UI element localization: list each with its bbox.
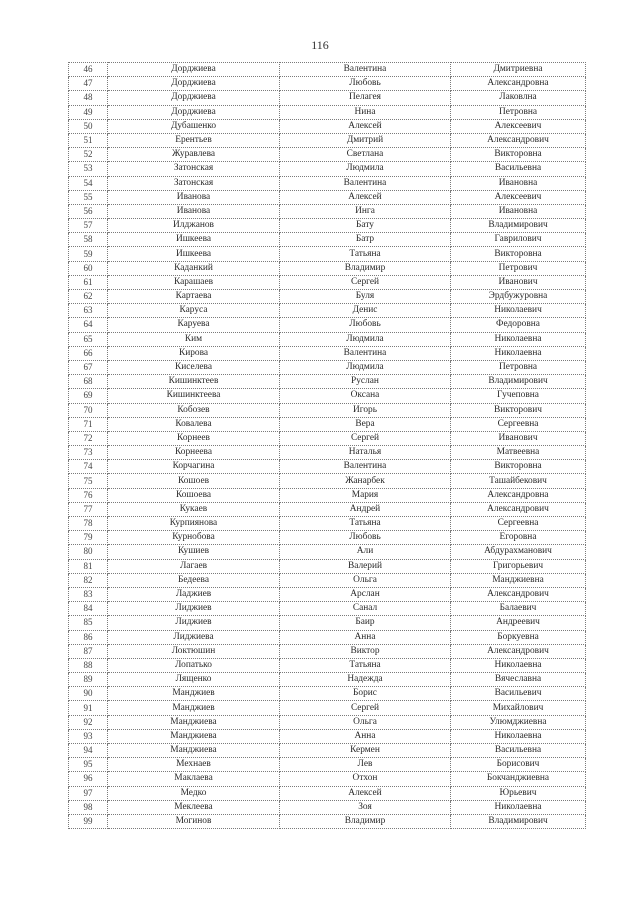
first-name-cell: Инга: [280, 204, 451, 218]
table-row: [69, 545, 586, 559]
row-number-cell: 72: [69, 431, 108, 445]
last-name-cell: Манджиева: [108, 744, 280, 758]
row-number-cell: 56: [69, 204, 108, 218]
table-row: [69, 502, 586, 516]
table-row: [69, 744, 586, 758]
last-name-cell: Лиджиев: [108, 602, 280, 616]
last-name-cell: Бедеева: [108, 573, 280, 587]
row-number-cell: 52: [69, 148, 108, 162]
table-row: [69, 119, 586, 133]
last-name-cell: Корчагина: [108, 460, 280, 474]
patronymic-cell: Владимирович: [451, 814, 586, 828]
row-number-cell: 48: [69, 91, 108, 105]
patronymic-cell: Владимирович: [451, 375, 586, 389]
patronymic-cell: Александрович: [451, 587, 586, 601]
row-number-cell: 46: [69, 63, 108, 77]
table-row: [69, 800, 586, 814]
last-name-cell: Кирова: [108, 346, 280, 360]
patronymic-cell: Вячеславна: [451, 673, 586, 687]
first-name-cell: Оксана: [280, 389, 451, 403]
row-number-cell: 78: [69, 517, 108, 531]
first-name-cell: Сергей: [280, 701, 451, 715]
last-name-cell: Курнобова: [108, 531, 280, 545]
last-name-cell: Каруса: [108, 304, 280, 318]
first-name-cell: Андрей: [280, 502, 451, 516]
row-number-cell: 91: [69, 701, 108, 715]
page-number: 116: [311, 38, 329, 52]
last-name-cell: Дорджиева: [108, 77, 280, 91]
row-number-cell: 99: [69, 814, 108, 828]
patronymic-cell: Васильевна: [451, 744, 586, 758]
patronymic-cell: Андреевич: [451, 616, 586, 630]
first-name-cell: Людмила: [280, 360, 451, 374]
last-name-cell: Иванова: [108, 204, 280, 218]
last-name-cell: Дорджиева: [108, 105, 280, 119]
table-row: [69, 517, 586, 531]
row-number-cell: 66: [69, 346, 108, 360]
patronymic-cell: Ивановна: [451, 176, 586, 190]
row-number-cell: 47: [69, 77, 108, 91]
row-number-cell: 82: [69, 573, 108, 587]
names-table-body: [69, 63, 586, 829]
first-name-cell: Людмила: [280, 162, 451, 176]
first-name-cell: Руслан: [280, 375, 451, 389]
last-name-cell: Каданкий: [108, 261, 280, 275]
row-number-cell: 77: [69, 502, 108, 516]
row-number-cell: 51: [69, 133, 108, 147]
patronymic-cell: Абдурахманович: [451, 545, 586, 559]
row-number-cell: 74: [69, 460, 108, 474]
table-row: [69, 573, 586, 587]
last-name-cell: Манджиев: [108, 701, 280, 715]
last-name-cell: Кошоева: [108, 488, 280, 502]
first-name-cell: Сергей: [280, 275, 451, 289]
row-number-cell: 76: [69, 488, 108, 502]
table-row: [69, 531, 586, 545]
table-row: [69, 460, 586, 474]
table-row: [69, 77, 586, 91]
first-name-cell: Любовь: [280, 318, 451, 332]
table-row: [69, 630, 586, 644]
first-name-cell: Кермен: [280, 744, 451, 758]
last-name-cell: Медко: [108, 786, 280, 800]
last-name-cell: Журавлева: [108, 148, 280, 162]
patronymic-cell: Алексеевич: [451, 190, 586, 204]
table-row: [69, 729, 586, 743]
patronymic-cell: Петровна: [451, 360, 586, 374]
table-row: [69, 318, 586, 332]
row-number-cell: 55: [69, 190, 108, 204]
table-row: [69, 261, 586, 275]
patronymic-cell: Борисович: [451, 758, 586, 772]
first-name-cell: Любовь: [280, 531, 451, 545]
table-row: [69, 148, 586, 162]
first-name-cell: Санал: [280, 602, 451, 616]
table-row: [69, 375, 586, 389]
first-name-cell: Батр: [280, 233, 451, 247]
patronymic-cell: Александровна: [451, 77, 586, 91]
last-name-cell: Могинов: [108, 814, 280, 828]
patronymic-cell: Васильевна: [451, 162, 586, 176]
table-row: [69, 105, 586, 119]
row-number-cell: 83: [69, 587, 108, 601]
row-number-cell: 88: [69, 658, 108, 672]
patronymic-cell: Алексеевич: [451, 119, 586, 133]
table-row: [69, 275, 586, 289]
row-number-cell: 49: [69, 105, 108, 119]
table-row: [69, 772, 586, 786]
table-row: [69, 758, 586, 772]
row-number-cell: 93: [69, 729, 108, 743]
table-row: [69, 219, 586, 233]
table-row: [69, 431, 586, 445]
first-name-cell: Анна: [280, 729, 451, 743]
first-name-cell: Лев: [280, 758, 451, 772]
names-table: [68, 62, 586, 829]
row-number-cell: 54: [69, 176, 108, 190]
row-number-cell: 71: [69, 417, 108, 431]
patronymic-cell: Петрович: [451, 261, 586, 275]
row-number-cell: 68: [69, 375, 108, 389]
first-name-cell: Валерий: [280, 559, 451, 573]
table-row: [69, 687, 586, 701]
first-name-cell: Алексей: [280, 190, 451, 204]
patronymic-cell: Михайлович: [451, 701, 586, 715]
row-number-cell: 80: [69, 545, 108, 559]
table-row: [69, 446, 586, 460]
last-name-cell: Лиджиева: [108, 630, 280, 644]
table-row: [69, 360, 586, 374]
first-name-cell: Виктор: [280, 644, 451, 658]
first-name-cell: Арслан: [280, 587, 451, 601]
first-name-cell: Бату: [280, 219, 451, 233]
last-name-cell: Ишкеева: [108, 233, 280, 247]
last-name-cell: Лопатько: [108, 658, 280, 672]
patronymic-cell: Гучеповна: [451, 389, 586, 403]
table-row: [69, 488, 586, 502]
row-number-cell: 87: [69, 644, 108, 658]
patronymic-cell: Викторовна: [451, 247, 586, 261]
patronymic-cell: Викторович: [451, 403, 586, 417]
first-name-cell: Светлана: [280, 148, 451, 162]
row-number-cell: 67: [69, 360, 108, 374]
last-name-cell: Маклаева: [108, 772, 280, 786]
last-name-cell: Корнеев: [108, 431, 280, 445]
table-row: [69, 346, 586, 360]
table-row: [69, 162, 586, 176]
row-number-cell: 86: [69, 630, 108, 644]
last-name-cell: Кишинктеева: [108, 389, 280, 403]
row-number-cell: 95: [69, 758, 108, 772]
table-row: [69, 91, 586, 105]
last-name-cell: Каруева: [108, 318, 280, 332]
row-number-cell: 73: [69, 446, 108, 460]
row-number-cell: 81: [69, 559, 108, 573]
first-name-cell: Татьяна: [280, 658, 451, 672]
table-row: [69, 559, 586, 573]
patronymic-cell: Николаевна: [451, 800, 586, 814]
row-number-cell: 57: [69, 219, 108, 233]
last-name-cell: Затонская: [108, 176, 280, 190]
table-row: [69, 389, 586, 403]
row-number-cell: 96: [69, 772, 108, 786]
patronymic-cell: Владимирович: [451, 219, 586, 233]
last-name-cell: Ерентьев: [108, 133, 280, 147]
first-name-cell: Нина: [280, 105, 451, 119]
row-number-cell: 98: [69, 800, 108, 814]
first-name-cell: Валентина: [280, 346, 451, 360]
table-row: [69, 658, 586, 672]
first-name-cell: Наталья: [280, 446, 451, 460]
row-number-cell: 79: [69, 531, 108, 545]
last-name-cell: Кушиев: [108, 545, 280, 559]
table-row: [69, 63, 586, 77]
table-row: [69, 204, 586, 218]
table-row: [69, 233, 586, 247]
last-name-cell: Затонская: [108, 162, 280, 176]
last-name-cell: Ким: [108, 332, 280, 346]
table-row: [69, 701, 586, 715]
table-row: [69, 190, 586, 204]
last-name-cell: Карашаев: [108, 275, 280, 289]
row-number-cell: 64: [69, 318, 108, 332]
last-name-cell: Корнеева: [108, 446, 280, 460]
last-name-cell: Манджиева: [108, 715, 280, 729]
patronymic-cell: Эрдбужуровна: [451, 290, 586, 304]
patronymic-cell: Балаевич: [451, 602, 586, 616]
patronymic-cell: Григорьевич: [451, 559, 586, 573]
row-number-cell: 94: [69, 744, 108, 758]
patronymic-cell: Бокчанджиевна: [451, 772, 586, 786]
row-number-cell: 65: [69, 332, 108, 346]
patronymic-cell: Иванович: [451, 431, 586, 445]
last-name-cell: Ишкеева: [108, 247, 280, 261]
first-name-cell: Отхон: [280, 772, 451, 786]
patronymic-cell: Дмитриевна: [451, 63, 586, 77]
row-number-cell: 50: [69, 119, 108, 133]
first-name-cell: Алексей: [280, 786, 451, 800]
patronymic-cell: Николаевна: [451, 346, 586, 360]
patronymic-cell: Ивановна: [451, 204, 586, 218]
first-name-cell: Баир: [280, 616, 451, 630]
row-number-cell: 62: [69, 290, 108, 304]
patronymic-cell: Александрович: [451, 644, 586, 658]
last-name-cell: Дорджиева: [108, 63, 280, 77]
patronymic-cell: Александрович: [451, 502, 586, 516]
first-name-cell: Денис: [280, 304, 451, 318]
last-name-cell: Дорджиева: [108, 91, 280, 105]
first-name-cell: Ольга: [280, 573, 451, 587]
table-row: [69, 587, 586, 601]
first-name-cell: Сергей: [280, 431, 451, 445]
last-name-cell: Ковалева: [108, 417, 280, 431]
table-row: [69, 332, 586, 346]
patronymic-cell: Егоровна: [451, 531, 586, 545]
row-number-cell: 59: [69, 247, 108, 261]
patronymic-cell: Лаковлна: [451, 91, 586, 105]
last-name-cell: Илджанов: [108, 219, 280, 233]
first-name-cell: Жанарбек: [280, 474, 451, 488]
first-name-cell: Вера: [280, 417, 451, 431]
patronymic-cell: Викторовна: [451, 460, 586, 474]
patronymic-cell: Николаевна: [451, 658, 586, 672]
first-name-cell: Владимир: [280, 261, 451, 275]
patronymic-cell: Матвеевна: [451, 446, 586, 460]
table-row: [69, 176, 586, 190]
table-row: [69, 403, 586, 417]
patronymic-cell: Сергеевна: [451, 517, 586, 531]
row-number-cell: 53: [69, 162, 108, 176]
first-name-cell: Али: [280, 545, 451, 559]
patronymic-cell: Сергеевна: [451, 417, 586, 431]
last-name-cell: Манджиева: [108, 729, 280, 743]
table-row: [69, 247, 586, 261]
row-number-cell: 69: [69, 389, 108, 403]
patronymic-cell: Боркуевна: [451, 630, 586, 644]
patronymic-cell: Улюмджиевна: [451, 715, 586, 729]
row-number-cell: 90: [69, 687, 108, 701]
row-number-cell: 61: [69, 275, 108, 289]
row-number-cell: 89: [69, 673, 108, 687]
last-name-cell: Картаева: [108, 290, 280, 304]
last-name-cell: Манджиев: [108, 687, 280, 701]
last-name-cell: Киселева: [108, 360, 280, 374]
first-name-cell: Игорь: [280, 403, 451, 417]
last-name-cell: Лиджиев: [108, 616, 280, 630]
first-name-cell: Анна: [280, 630, 451, 644]
last-name-cell: Кошоев: [108, 474, 280, 488]
table-row: [69, 304, 586, 318]
patronymic-cell: Николаевич: [451, 304, 586, 318]
patronymic-cell: Васильевич: [451, 687, 586, 701]
first-name-cell: Дмитрий: [280, 133, 451, 147]
first-name-cell: Татьяна: [280, 517, 451, 531]
last-name-cell: Дубашенко: [108, 119, 280, 133]
patronymic-cell: Александровна: [451, 488, 586, 502]
last-name-cell: Кукаев: [108, 502, 280, 516]
last-name-cell: Иванова: [108, 190, 280, 204]
row-number-cell: 70: [69, 403, 108, 417]
last-name-cell: Кишинктеев: [108, 375, 280, 389]
row-number-cell: 60: [69, 261, 108, 275]
first-name-cell: Мария: [280, 488, 451, 502]
row-number-cell: 84: [69, 602, 108, 616]
patronymic-cell: Ташайбекович: [451, 474, 586, 488]
first-name-cell: Зоя: [280, 800, 451, 814]
table-row: [69, 133, 586, 147]
table-row: [69, 644, 586, 658]
first-name-cell: Любовь: [280, 77, 451, 91]
first-name-cell: Надежда: [280, 673, 451, 687]
last-name-cell: Мехнаев: [108, 758, 280, 772]
table-row: [69, 602, 586, 616]
row-number-cell: 92: [69, 715, 108, 729]
row-number-cell: 97: [69, 786, 108, 800]
patronymic-cell: Иванович: [451, 275, 586, 289]
first-name-cell: Алексей: [280, 119, 451, 133]
patronymic-cell: Викторовна: [451, 148, 586, 162]
patronymic-cell: Петровна: [451, 105, 586, 119]
last-name-cell: Лященко: [108, 673, 280, 687]
first-name-cell: Валентина: [280, 460, 451, 474]
last-name-cell: Лагаев: [108, 559, 280, 573]
table-row: [69, 616, 586, 630]
first-name-cell: Буля: [280, 290, 451, 304]
table-row: [69, 786, 586, 800]
patronymic-cell: Александрович: [451, 133, 586, 147]
first-name-cell: Татьяна: [280, 247, 451, 261]
patronymic-cell: Николаевна: [451, 729, 586, 743]
table-row: [69, 290, 586, 304]
last-name-cell: Локтюшин: [108, 644, 280, 658]
first-name-cell: Ольга: [280, 715, 451, 729]
patronymic-cell: Юрьевич: [451, 786, 586, 800]
table-row: [69, 474, 586, 488]
first-name-cell: Борис: [280, 687, 451, 701]
last-name-cell: Меклеева: [108, 800, 280, 814]
first-name-cell: Владимир: [280, 814, 451, 828]
last-name-cell: Кобозев: [108, 403, 280, 417]
last-name-cell: Ладжиев: [108, 587, 280, 601]
row-number-cell: 75: [69, 474, 108, 488]
table-row: [69, 715, 586, 729]
table-row: [69, 417, 586, 431]
row-number-cell: 85: [69, 616, 108, 630]
last-name-cell: Курпиянова: [108, 517, 280, 531]
patronymic-cell: Николаевна: [451, 332, 586, 346]
patronymic-cell: Гаврилович: [451, 233, 586, 247]
first-name-cell: Пелагея: [280, 91, 451, 105]
table-row: [69, 814, 586, 828]
row-number-cell: 63: [69, 304, 108, 318]
first-name-cell: Людмила: [280, 332, 451, 346]
first-name-cell: Валентина: [280, 63, 451, 77]
row-number-cell: 58: [69, 233, 108, 247]
patronymic-cell: Манджиевна: [451, 573, 586, 587]
patronymic-cell: Федоровна: [451, 318, 586, 332]
first-name-cell: Валентина: [280, 176, 451, 190]
table-row: [69, 673, 586, 687]
